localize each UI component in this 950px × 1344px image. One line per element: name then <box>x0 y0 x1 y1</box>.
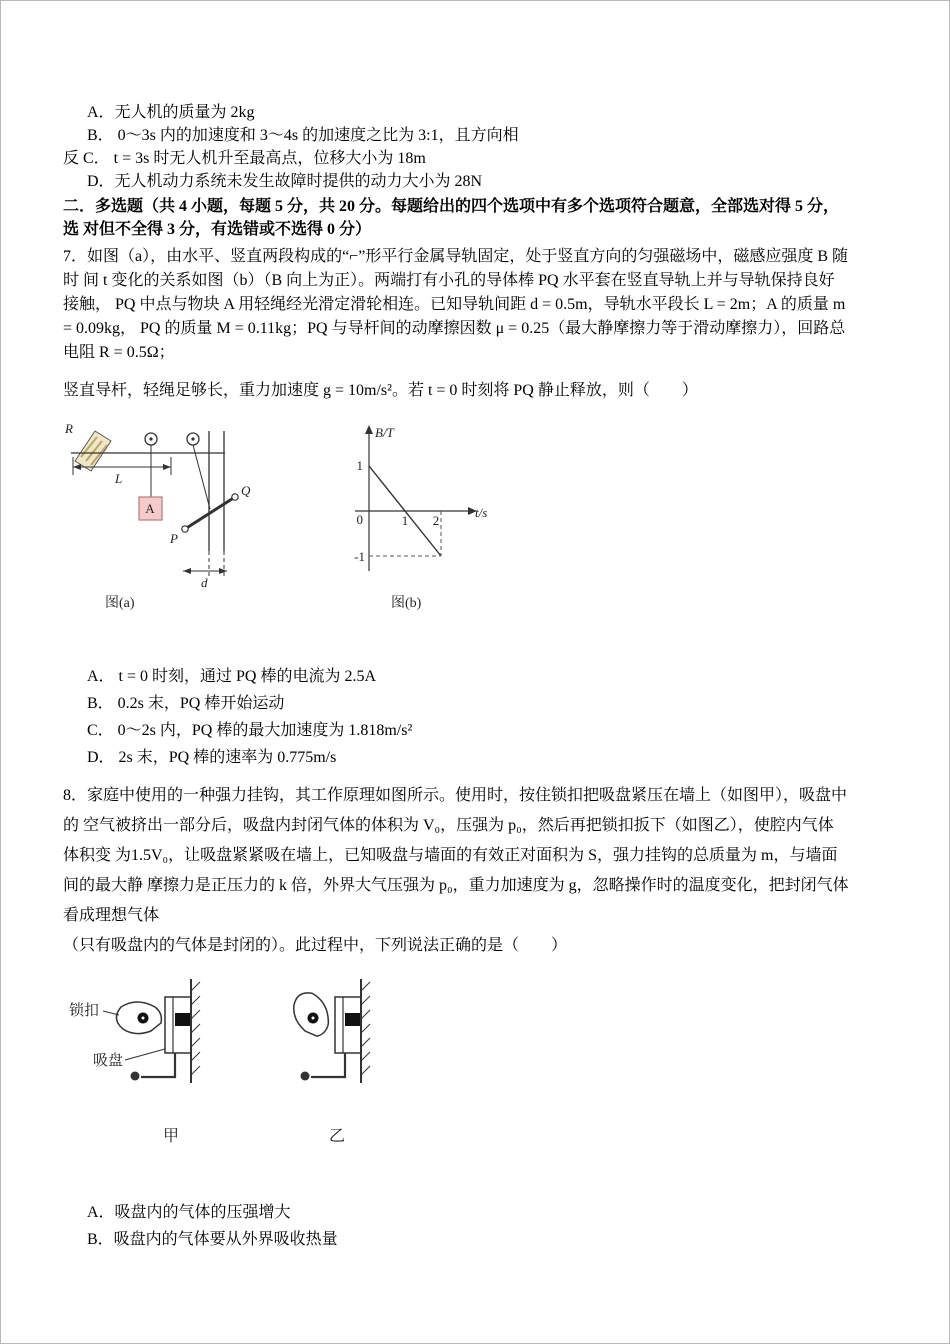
label-cup: 吸盘 <box>93 1053 124 1069</box>
section2-header-line1: 二．多选题（共 4 小题，每题 5 分，共 20 分。每题给出的四个选项中有多个选项符合题意，全部选对得 5 分， <box>63 198 840 215</box>
q7-option-a: A． t = 0 时刻，通过 PQ 棒的电流为 2.5A <box>87 668 377 685</box>
q6-option-c: 反 C． t = 3s 时无人机升至最高点，位移大小为 18m <box>63 150 426 167</box>
hook-ring <box>301 1072 310 1081</box>
q8-stem-line: 间的最大静 摩擦力是正压力的 k 倍，外界大气压强为 p₀，重力加速度为 g，忽略操作时的温度变化，把封闭气体 <box>63 877 849 894</box>
hook-diagram-left <box>116 979 200 1083</box>
string-to-rod <box>193 445 210 509</box>
q6-option-d: D．无人机动力系统未发生故障时提供的动力大小为 28N <box>87 173 483 190</box>
label-l: L <box>115 471 123 486</box>
cup-seal <box>175 1013 190 1026</box>
pulley-icon <box>145 433 157 445</box>
lock-pivot-center <box>142 1017 145 1020</box>
hook-figure <box>63 973 403 1148</box>
q8-stem-line: 看成理想气体 <box>63 907 160 924</box>
y-axis-label: B/T <box>375 425 394 440</box>
hook-wire <box>141 1053 175 1077</box>
dimension-d <box>183 568 227 574</box>
caption-jia: 甲 <box>163 1128 180 1145</box>
q8-stem-line: 8．家庭中使用的一种强力挂钩，其工作原理如图所示。使用时，按住锁扣把吸盘紧压在墙上（如图甲），吸盘中 <box>63 787 848 804</box>
q7-stem-line: 接触， PQ 中点与物块 A 用轻绳经光滑定滑轮相连。已知导轨间距 d = 0.5m，导轨水平段长 L = 2m；A 的质量 m <box>63 296 846 313</box>
hook-wire <box>311 1053 345 1077</box>
tick-x2: 2 <box>432 513 440 528</box>
label-p: P <box>170 531 178 546</box>
rod-pq <box>185 497 235 529</box>
q7-stem-line: 电阻 R = 0.5Ω； <box>63 344 175 361</box>
q7-figure-row <box>63 419 901 611</box>
caption-yi: 乙 <box>329 1128 346 1145</box>
q7-stem <box>63 245 901 403</box>
rod-end-p <box>182 526 188 532</box>
x-axis <box>355 507 477 515</box>
q7-option-d: D． 2s 末，PQ 棒的速率为 0.775m/s <box>87 749 337 766</box>
q8-stem-line: 体积变 为1.5V₀，让吸盘紧紧吸在墙上，已知吸盘与墙面的有效正对面积为 S，强力挂钩的总质量为 m，与墙面 <box>63 847 838 864</box>
q7-option-b: B． 0.2s 末，PQ 棒开始运动 <box>87 695 285 712</box>
figure-a-caption: 图(a) <box>105 596 135 611</box>
q8-stem-line: （只有吸盘内的气体是封闭的）。此过程中，下列说法正确的是（ ） <box>63 937 568 954</box>
label-q: Q <box>241 483 251 498</box>
q7-stem-line: = 0.09kg， PQ 的质量 M = 0.11kg；PQ 与导杆间的动摩擦因数 μ = 0.25（最大静摩擦力等于滑动摩擦力），回路总 <box>63 320 846 337</box>
q7-stem-line: 7．如图（a），由水平、竖直两段构成的“⌐”形平行金属导轨固定，处于竖直方向的匀强磁场中，磁感应强度 B 随 <box>63 248 849 265</box>
q8-stem <box>63 781 901 961</box>
label-cup-leader <box>125 1049 165 1060</box>
wall-hatch <box>191 982 200 1075</box>
tick-y1: 1 <box>356 458 363 473</box>
label-r: R <box>65 421 73 436</box>
label-a: A <box>145 501 155 516</box>
q8-figure <box>63 973 901 1153</box>
figure-b-caption: 图(b) <box>391 596 422 611</box>
q8-option-b: B．吸盘内的气体要从外界吸收热量 <box>87 1231 338 1248</box>
hook-diagram-right <box>287 979 370 1083</box>
tick-x1: 1 <box>401 513 409 528</box>
q7-option-c: C． 0～2s 内，PQ 棒的最大加速度为 1.818m/s² <box>87 722 413 739</box>
q8-option-a: A．吸盘内的气体的压强增大 <box>87 1204 291 1221</box>
cup-seal <box>345 1013 360 1026</box>
q7-stem-line: 时 间 t 变化的关系如图（b）（B 向上为正）。两端打有小孔的导体棒 PQ 水平套在竖直导轨上并与导轨保持良好 <box>63 272 835 289</box>
q7-options <box>63 663 901 771</box>
q6-option-a: A．无人机的质量为 2kg <box>87 104 255 121</box>
q8-stem-line: 的 空气被挤出一部分后，吸盘内封闭气体的体积为 V₀，压强为 p₀，然后再把锁扣扳下（如图乙），使腔内气体 <box>63 817 834 834</box>
q8-options <box>63 1199 901 1253</box>
y-axis <box>365 425 373 571</box>
label-lock: 锁扣 <box>69 1003 100 1019</box>
tick-origin: 0 <box>356 512 363 527</box>
hook-ring <box>131 1072 140 1081</box>
q7-condition-line: 竖直导杆，轻绳足够长，重力加速度 g = 10m/s²。若 t = 0 时刻将 PQ 静止释放，则（ ） <box>63 382 698 399</box>
lock-pivot-center <box>312 1017 315 1020</box>
x-axis-label: t/s <box>475 505 488 520</box>
label-d: d <box>201 575 208 590</box>
tick-yneg1: -1 <box>354 549 365 564</box>
figure-b <box>339 419 501 611</box>
pulley-icon <box>187 433 199 445</box>
rod-end-q <box>232 494 238 500</box>
figure-a <box>63 419 291 611</box>
q6-option-b: B． 0～3s 内的加速度和 3～4s 的加速度之比为 3:1，且方向相 <box>87 127 519 144</box>
section2-header-line2: 选 对但不全得 3 分，有选错或不选得 0 分） <box>63 221 372 238</box>
wall-hatch <box>361 982 370 1075</box>
